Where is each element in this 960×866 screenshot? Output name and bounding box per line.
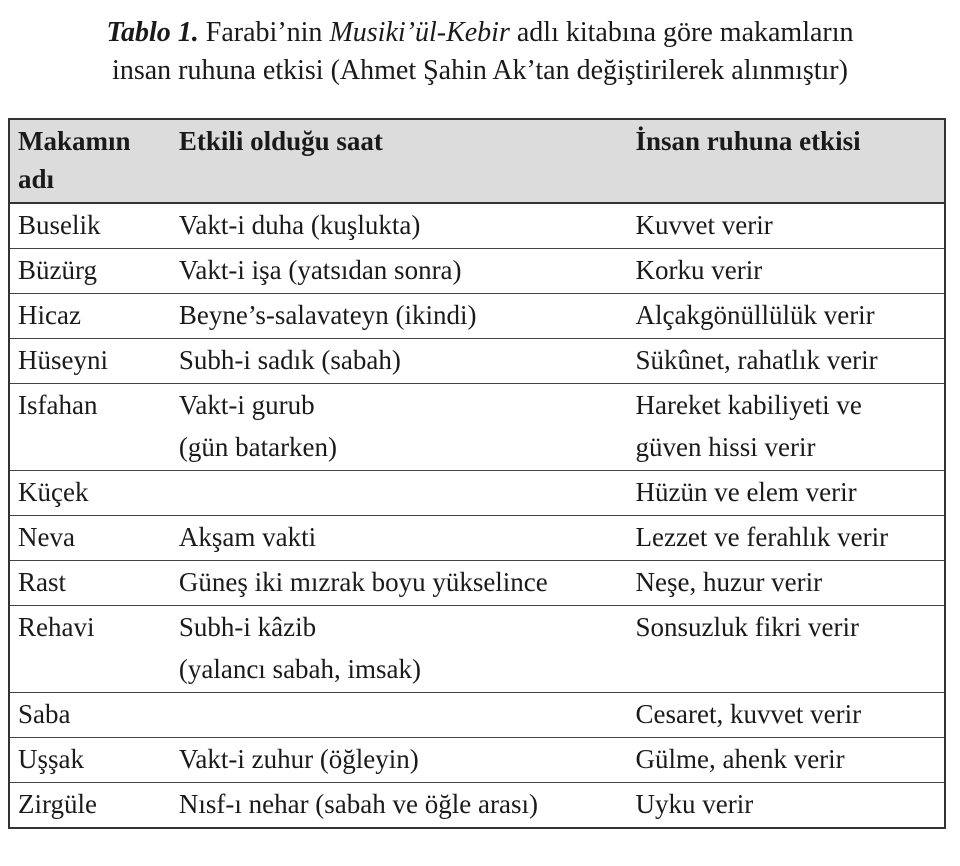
cell-etki-line2: güven hissi verir <box>635 432 816 462</box>
cell-makam: Neva <box>9 516 171 561</box>
cell-saat <box>171 471 628 516</box>
cell-makam: Hicaz <box>9 294 171 339</box>
header-etki: İnsan ruhuna etkisi <box>627 119 945 203</box>
cell-etki: Kuvvet verir <box>627 203 945 249</box>
table-row <box>9 561 945 606</box>
cell-etki: Sükûnet, rahatlık verir <box>627 339 945 384</box>
header-makam: Makamın adı <box>9 119 171 203</box>
header-row <box>9 119 945 203</box>
table-row <box>9 384 945 471</box>
cell-makam: Rast <box>9 561 171 606</box>
cell-saat <box>171 606 628 693</box>
cell-etki: Neşe, huzur verir <box>627 561 945 606</box>
cell-saat-line1: Vakt-i gurub <box>178 390 315 420</box>
caption-line-2: insan ruhuna etkisi (Ahmet Şahin Ak’tan değiştirilerek alınmıştır) <box>112 55 848 86</box>
cell-etki: Cesaret, kuvvet verir <box>627 693 945 738</box>
table-row <box>9 249 945 294</box>
caption-label: Tablo 1. <box>106 17 199 48</box>
cell-etki: Lezzet ve ferahlık verir <box>627 516 945 561</box>
table-row <box>9 203 945 249</box>
cell-saat <box>171 384 628 471</box>
cell-makam: Saba <box>9 693 171 738</box>
makam-table <box>8 118 946 829</box>
caption-part1: Farabi’nin <box>198 17 330 48</box>
cell-etki: Gülme, ahenk verir <box>627 738 945 783</box>
table-row <box>9 606 945 693</box>
table-row <box>9 339 945 384</box>
caption-book-title: Musiki’ül-Kebir <box>329 17 510 48</box>
cell-saat: Vakt-i zuhur (öğleyin) <box>171 738 628 783</box>
cell-saat: Vakt-i duha (kuşlukta) <box>171 203 628 249</box>
cell-saat: Nısf-ı nehar (sabah ve öğle arası) <box>171 783 628 829</box>
table-row <box>9 516 945 561</box>
cell-etki: Sonsuzluk fikri verir <box>627 606 945 693</box>
cell-etki <box>627 384 945 471</box>
cell-makam: Büzürg <box>9 249 171 294</box>
caption-part2: adlı kitabına göre makamların <box>509 17 854 48</box>
cell-etki: Korku verir <box>627 249 945 294</box>
table-caption <box>0 14 960 90</box>
table-row <box>9 693 945 738</box>
table-row <box>9 294 945 339</box>
table-row <box>9 783 945 829</box>
cell-saat: Beyne’s-salavateyn (ikindi) <box>171 294 628 339</box>
cell-etki: Uyku verir <box>627 783 945 829</box>
cell-etki-line1: Hareket kabiliyeti ve <box>635 390 862 420</box>
cell-saat: Vakt-i işa (yatsıdan sonra) <box>171 249 628 294</box>
cell-makam: Küçek <box>9 471 171 516</box>
cell-makam: Buselik <box>9 203 171 249</box>
cell-saat: Subh-i sadık (sabah) <box>171 339 628 384</box>
cell-saat <box>171 693 628 738</box>
cell-saat-line1: Subh-i kâzib <box>178 612 317 642</box>
cell-makam: Zirgüle <box>9 783 171 829</box>
caption-line-1 <box>0 14 960 52</box>
cell-etki: Alçakgönüllülük verir <box>627 294 945 339</box>
cell-makam: Hüseyni <box>9 339 171 384</box>
cell-saat-line2: (yalancı sabah, imsak) <box>178 654 422 684</box>
cell-saat-line2: (gün batarken) <box>178 432 338 462</box>
cell-makam: Isfahan <box>9 384 171 471</box>
header-saat: Etkili olduğu saat <box>171 119 628 203</box>
cell-makam: Uşşak <box>9 738 171 783</box>
cell-etki: Hüzün ve elem verir <box>627 471 945 516</box>
cell-saat: Akşam vakti <box>171 516 628 561</box>
cell-saat: Güneş iki mızrak boyu yükselince <box>171 561 628 606</box>
table-row <box>9 471 945 516</box>
table-row <box>9 738 945 783</box>
cell-makam: Rehavi <box>9 606 171 693</box>
